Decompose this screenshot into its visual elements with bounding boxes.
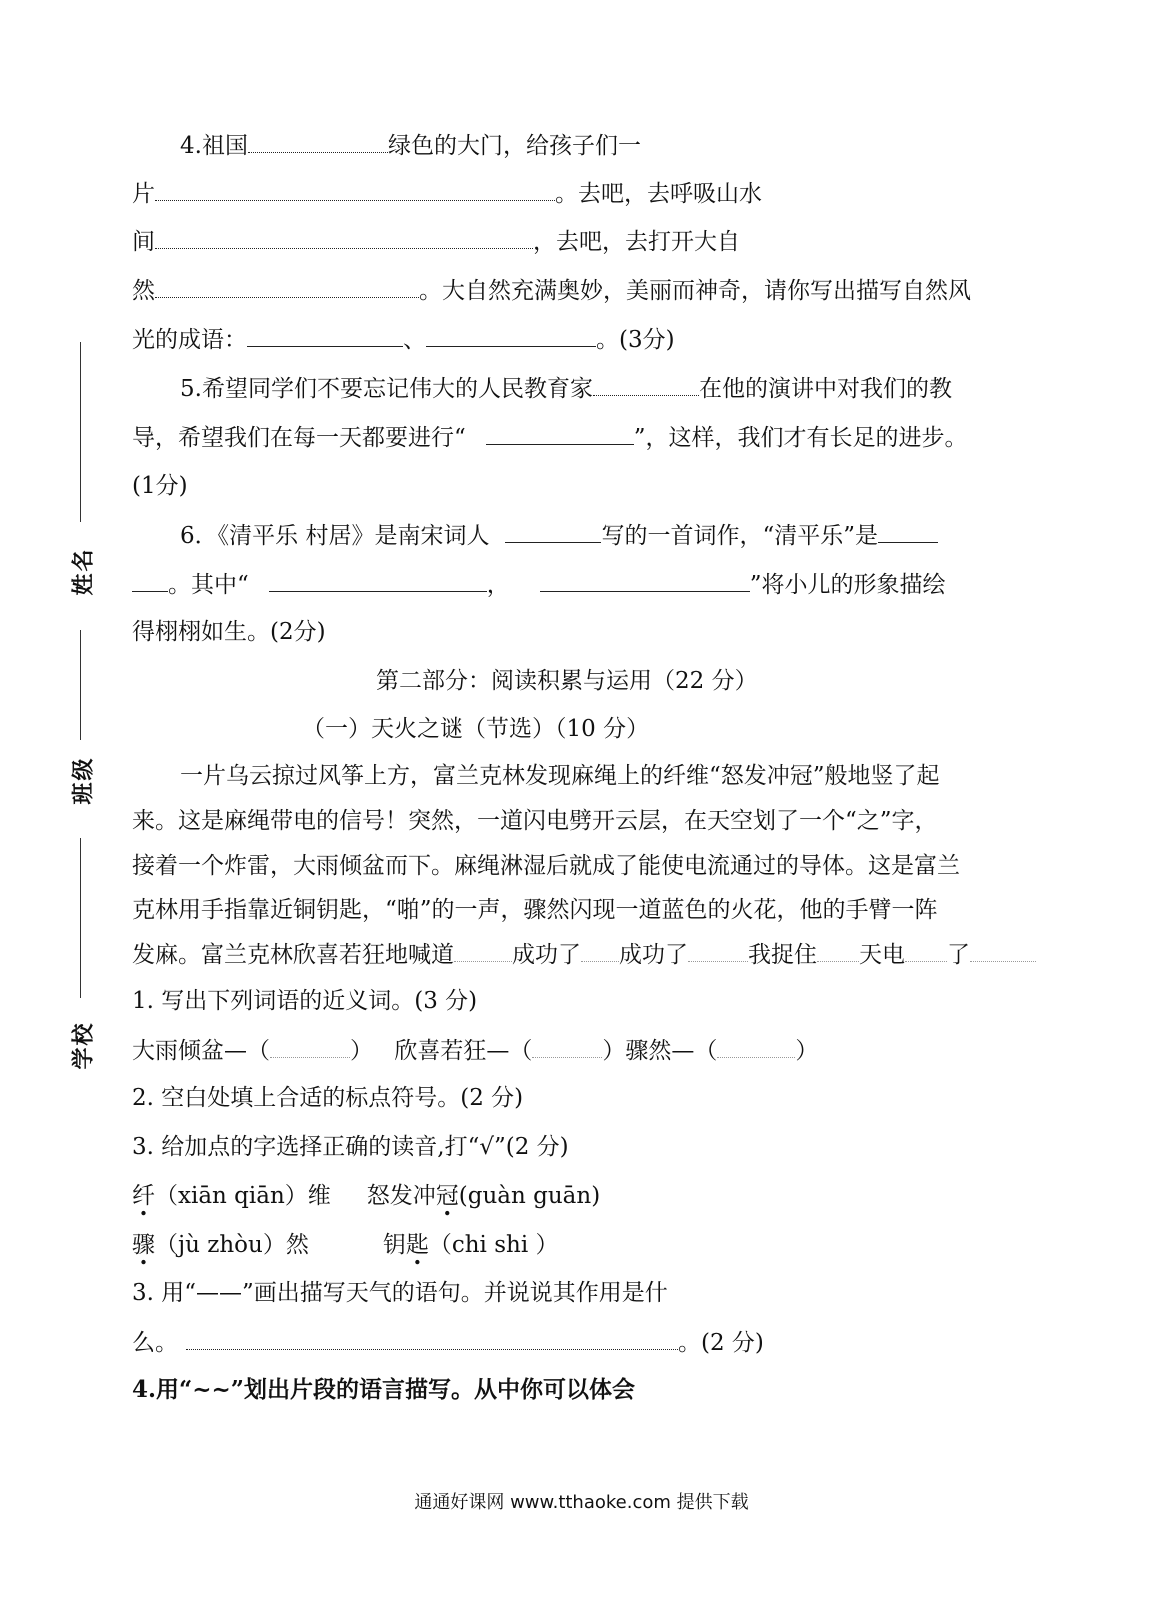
punct-blank-4[interactable] [817, 939, 859, 962]
q5-line-2: 导，希望我们在每一天都要进行“ ”，这样，我们才有长足的进步。 [132, 422, 968, 453]
passage-line-4: 克林用手指靠近铜钥匙，“啪”的一声，骤然闪现一道蓝色的火花，他的手臂一阵 [132, 897, 938, 923]
school-label: 学校 [71, 1021, 97, 1070]
passage-line-1: 一片乌云掠过风筝上方，富兰克林发现麻绳上的纤维“怒发冲冠”般地竖了起 [180, 763, 940, 789]
q4-idiom-blank-1[interactable] [247, 324, 403, 347]
q6-blank-line-b[interactable] [540, 569, 750, 592]
passage-line-3: 接着一个炸雷，大雨倾盆而下。麻绳淋湿后就成了能使电流通过的导体。这是富兰 [132, 853, 960, 879]
q4-blank-2[interactable] [155, 178, 555, 201]
q5-blank-quote[interactable] [486, 422, 634, 445]
r1-answers: 大雨倾盆—（ ） 欣喜若狂—（ ）骤然—（ ） [132, 1035, 818, 1066]
binding-line-top [80, 342, 81, 522]
class-label: 班级 [71, 756, 97, 805]
punct-blank-3[interactable] [688, 939, 748, 962]
q6-line-3: 得栩栩如生。(2分) [132, 619, 326, 645]
q4-line-3: 间 ，去吧，去打开大自 [132, 226, 740, 257]
q6-blank-line-a[interactable] [269, 569, 487, 592]
r2-title: 2. 空白处填上合适的标点符号。(2 分) [132, 1085, 524, 1111]
q4-line-2: 片 。去吧，去呼吸山水 [132, 178, 762, 209]
q4-blank-1[interactable] [248, 130, 388, 153]
q5-line-1: 5.希望同学们不要忘记伟大的人民教育家 在他的演讲中对我们的教 [180, 373, 952, 404]
q6-blank-cipai[interactable] [878, 520, 938, 543]
r4-line-2: 么。 。(2 分) [132, 1327, 764, 1358]
r1-blank-3[interactable] [717, 1035, 795, 1058]
q4-idiom-blank-2[interactable] [426, 324, 596, 347]
page-footer: 通通好课网 www.tthaoke.com 提供下载 [414, 1492, 749, 1513]
r3-line-2: 骤（jù zhòu）然 钥匙（chi shi ） [132, 1232, 559, 1258]
name-label: 姓名 [71, 547, 97, 596]
part2-title: 第二部分：阅读积累与运用（22 分） [376, 668, 758, 694]
q4-line-1: 4.祖国 绿色的大门，给孩子们一 [180, 130, 641, 161]
r3-title: 3. 给加点的字选择正确的读音,打“√”(2 分) [132, 1134, 569, 1160]
q6-blank-poet[interactable] [505, 520, 601, 543]
punct-blank-5[interactable] [905, 939, 947, 962]
passage-line-2: 来。这是麻绳带电的信号！突然，一道闪电劈开云层，在天空划了一个“之”字， [132, 808, 938, 834]
binding-line-mid [80, 630, 81, 740]
q4-line-5: 光的成语： 、 。(3分) [132, 324, 675, 355]
punct-blank-6[interactable] [970, 939, 1036, 962]
passage-line-5: 发麻。富兰克林欣喜若狂地喊道 成功了 成功了 我捉住 天电 了 [132, 939, 1036, 970]
r1-blank-1[interactable] [270, 1035, 350, 1058]
punct-blank-2[interactable] [581, 939, 619, 962]
q5-line-3: (1分) [132, 473, 188, 499]
r4-line-1: 3. 用“——”画出描写天气的语句。并说说其作用是什 [132, 1280, 668, 1306]
part2-subtitle: （一）天火之谜（节选）（10 分） [302, 716, 650, 742]
q5-blank-educator[interactable] [593, 373, 699, 396]
q4-blank-3[interactable] [155, 226, 533, 249]
r1-title: 1. 写出下列词语的近义词。(3 分) [132, 988, 478, 1014]
r5-line-1: 4.用“~~”划出片段的语言描写。从中你可以体会 [132, 1376, 636, 1403]
q6-blank-cipai-cont[interactable] [132, 569, 168, 592]
q4-line-4: 然 。大自然充满奥妙，美丽而神奇，请你写出描写自然风 [132, 275, 971, 306]
r1-blank-2[interactable] [532, 1035, 602, 1058]
q6-line-1: 6．《清平乐 村居》是南宋词人 写的一首词作，“清平乐”是 [180, 520, 938, 551]
binding-line-low [80, 838, 81, 998]
punct-blank-1[interactable] [454, 939, 512, 962]
r4-answer-blank[interactable] [186, 1327, 678, 1350]
q6-line-2: 。其中“ ， ”将小儿的形象描绘 [132, 569, 946, 600]
q4-blank-4[interactable] [155, 275, 419, 298]
r3-line-1: 纤（xiān qiān）维 怒发冲冠(guàn guān) [132, 1183, 601, 1209]
